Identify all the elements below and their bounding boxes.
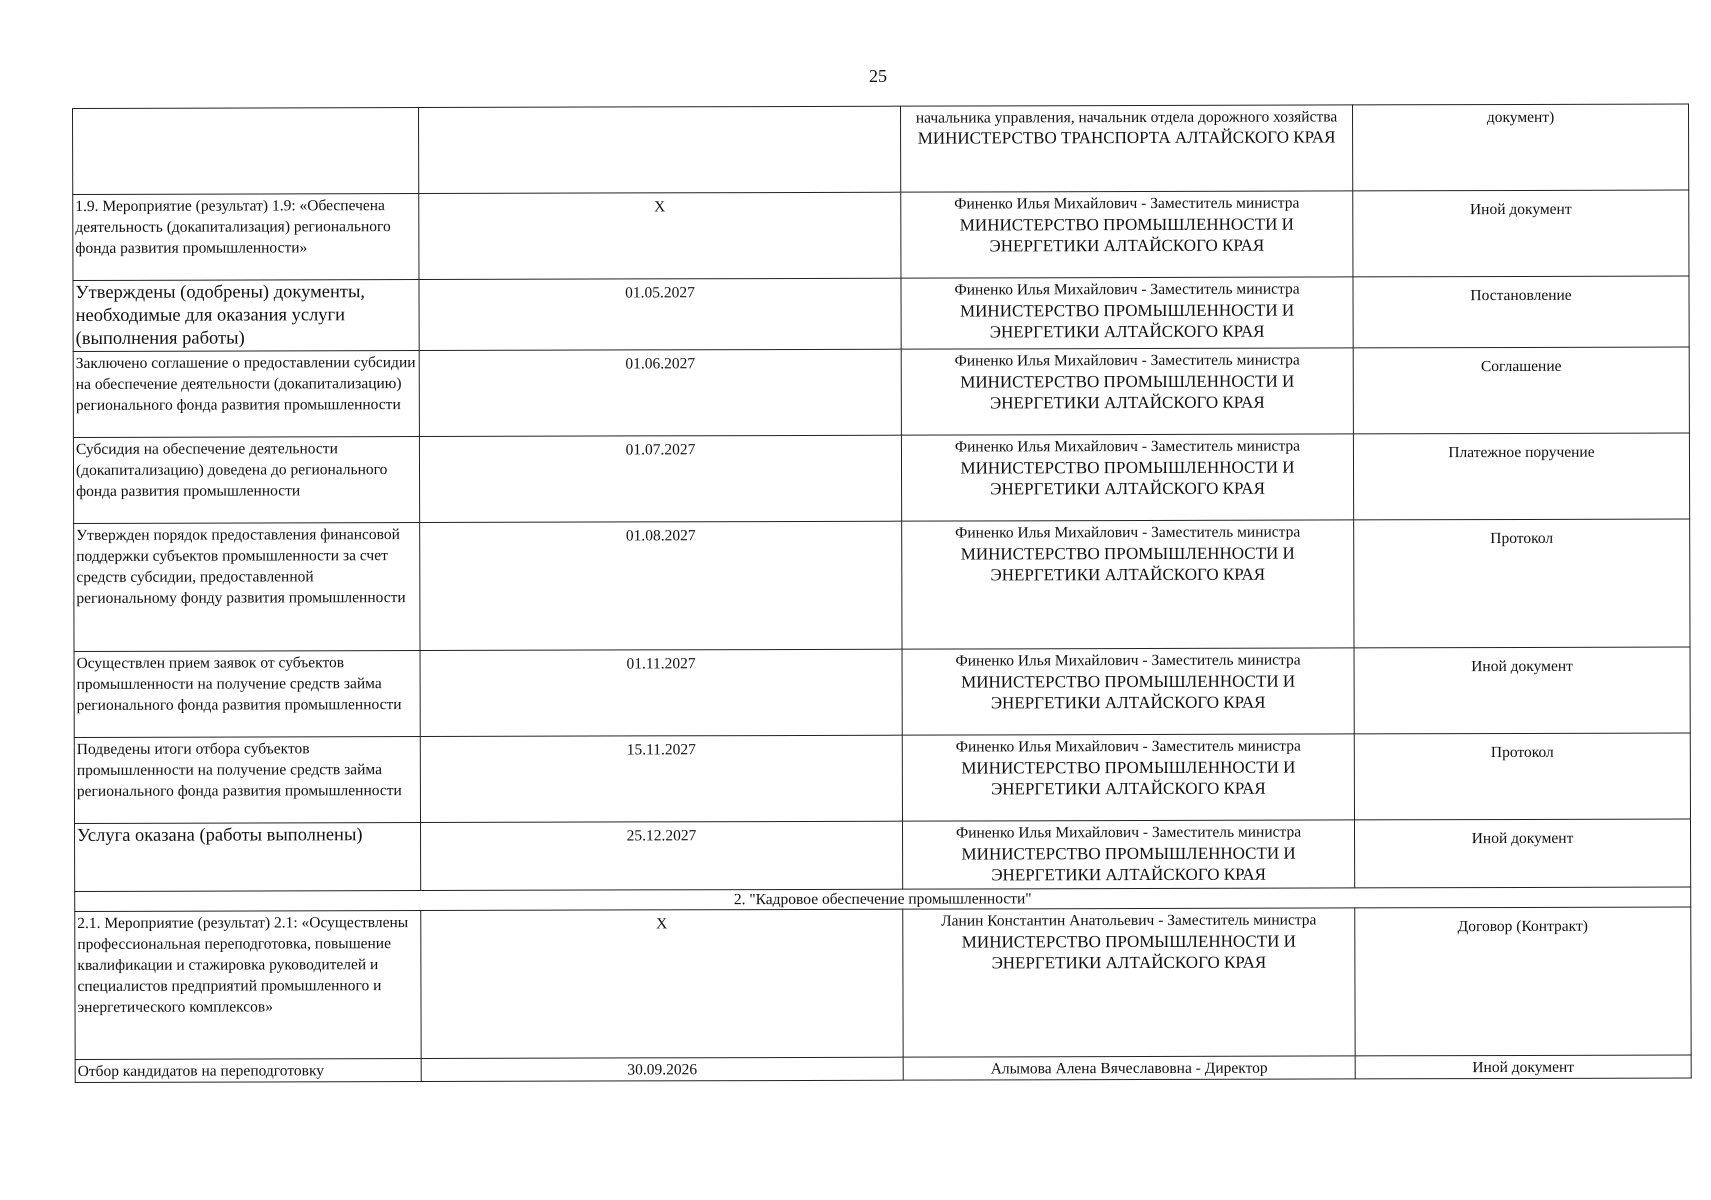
- cell-document-type: Иной документ: [1354, 647, 1690, 734]
- responsible-position: Финенко Илья Михайлович - Заместитель министра: [954, 194, 1300, 213]
- cell-responsible: [901, 348, 1353, 435]
- table-row: [73, 347, 1689, 438]
- cell-measure: Субсидия на обеспечение деятельности (докапитализацию) доведена до регионального фонда развития промышленности: [73, 437, 419, 524]
- cell-measure: [73, 108, 419, 195]
- cell-date: 01.06.2027: [419, 349, 901, 436]
- cell-document-type: Соглашение: [1353, 347, 1689, 434]
- table-row: [74, 733, 1690, 824]
- cell-responsible: [900, 105, 1352, 192]
- cell-responsible: [903, 1056, 1355, 1080]
- responsible-position: Финенко Илья Михайлович - Заместитель министра: [954, 280, 1300, 299]
- cell-date: 01.07.2027: [419, 435, 901, 522]
- cell-date: 01.11.2027: [420, 649, 902, 736]
- cell-document-type: Постановление: [1353, 276, 1689, 348]
- cell-responsible: [901, 434, 1353, 521]
- responsible-position: начальника управления, начальник отдела дорожного хозяйства: [915, 108, 1338, 127]
- cell-measure: Подведены итоги отбора субъектов промышленности на получение средств займа регионального фонда развития промышленности: [74, 737, 420, 824]
- responsible-organization: МИНИСТЕРСТВО ПРОМЫШЛЕННОСТИ И ЭНЕРГЕТИКИ АЛТАЙСКОГО КРАЯ: [960, 371, 1295, 413]
- cell-responsible: [901, 191, 1353, 278]
- cell-document-type: Договор (Контракт): [1355, 907, 1691, 1056]
- responsible-position: Ланин Константин Анатольевич - Заместитель министра: [941, 911, 1317, 930]
- responsible-organization: МИНИСТЕРСТВО ТРАНСПОРТА АЛТАЙСКОГО КРАЯ: [917, 127, 1336, 148]
- table-row: [75, 907, 1691, 1060]
- table-row-continuation: [73, 104, 1689, 195]
- cell-measure: Осуществлен прием заявок от субъектов промышленности на получение средств займа регионального фонда развития промышленности: [74, 651, 420, 738]
- cell-responsible: [902, 820, 1354, 889]
- cell-date: 15.11.2027: [420, 735, 902, 822]
- cell-date: 01.05.2027: [419, 278, 901, 350]
- cell-responsible: [902, 648, 1354, 735]
- cell-document-type: Иной документ: [1354, 819, 1690, 888]
- cell-date: 25.12.2027: [420, 821, 902, 890]
- table-row: [74, 819, 1690, 892]
- cell-date: X: [421, 909, 903, 1058]
- responsible-position: Алымова Алена Вячеславовна - Директор: [990, 1059, 1268, 1078]
- cell-responsible: [903, 908, 1355, 1057]
- table-row: [73, 276, 1689, 352]
- cell-measure: Услуга оказана (работы выполнены): [74, 823, 420, 892]
- responsible-organization: МИНИСТЕРСТВО ПРОМЫШЛЕННОСТИ И ЭНЕРГЕТИКИ АЛТАЙСКОГО КРАЯ: [961, 671, 1296, 713]
- cell-date: [419, 106, 901, 193]
- cell-measure: Утверждены (одобрены) документы, необходимые для оказания услуги (выполнения работы): [73, 280, 419, 352]
- responsible-position: Финенко Илья Михайлович - Заместитель министра: [955, 737, 1301, 756]
- measures-table: [72, 103, 1692, 1083]
- responsible-position: Финенко Илья Михайлович - Заместитель министра: [954, 437, 1301, 456]
- responsible-position: Финенко Илья Михайлович - Заместитель министра: [955, 823, 1302, 842]
- page-number: 25: [869, 66, 887, 86]
- cell-document-type: Иной документ: [1353, 190, 1689, 277]
- responsible-position: Финенко Илья Михайлович - Заместитель министра: [955, 651, 1301, 670]
- cell-document-type: Иной документ: [1355, 1055, 1691, 1079]
- cell-measure: Заключено соглашение о предоставлении субсидии на обеспечение деятельности (докапитализацию) регионального фонда развития промышленности: [73, 351, 419, 438]
- responsible-position: Финенко Илья Михайлович - Заместитель министра: [955, 523, 1301, 542]
- cell-document-type: документ): [1352, 104, 1688, 191]
- table-row: [74, 647, 1690, 738]
- cell-measure: Отбор кандидатов на переподготовку: [75, 1059, 421, 1083]
- cell-responsible: [902, 520, 1354, 649]
- table-row: [73, 433, 1689, 524]
- cell-measure: Утвержден порядок предоставления финансовой поддержки субъектов промышленности за счет средств субсидии, предоставленной региональному фонду развития промышленности: [74, 523, 420, 652]
- cell-measure: 2.1. Мероприятие (результат) 2.1: «Осуществлены профессиональная переподготовка, повышение квалификации и стажировка руководителей и специалистов предприятий промышленного и энергетического комплексов»: [75, 911, 421, 1060]
- responsible-organization: МИНИСТЕРСТВО ПРОМЫШЛЕННОСТИ И ЭНЕРГЕТИКИ АЛТАЙСКОГО КРАЯ: [961, 931, 1296, 973]
- cell-date: 30.09.2026: [421, 1057, 903, 1081]
- table-row: [74, 519, 1690, 652]
- responsible-organization: МИНИСТЕРСТВО ПРОМЫШЛЕННОСТИ И ЭНЕРГЕТИКИ АЛТАЙСКОГО КРАЯ: [959, 300, 1295, 342]
- cell-document-type: Протокол: [1354, 733, 1690, 820]
- responsible-organization: МИНИСТЕРСТВО ПРОМЫШЛЕННОСТИ И ЭНЕРГЕТИКИ АЛТАЙСКОГО КРАЯ: [960, 543, 1295, 585]
- cell-document-type: Протокол: [1354, 519, 1690, 648]
- cell-date: X: [419, 192, 901, 279]
- responsible-organization: МИНИСТЕРСТВО ПРОМЫШЛЕННОСТИ И ЭНЕРГЕТИКИ АЛТАЙСКОГО КРАЯ: [961, 843, 1296, 885]
- table-row: [73, 190, 1689, 281]
- cell-date: 01.08.2027: [420, 521, 902, 650]
- cell-responsible: [902, 734, 1354, 821]
- cell-responsible: [901, 277, 1353, 349]
- cell-measure: 1.9. Мероприятие (результат) 1.9: «Обеспечена деятельность (докапитализация) регионального фонда развития промышленности»: [73, 194, 419, 281]
- responsible-position: Финенко Илья Михайлович - Заместитель министра: [954, 351, 1300, 370]
- responsible-organization: МИНИСТЕРСТВО ПРОМЫШЛЕННОСТИ И ЭНЕРГЕТИКИ АЛТАЙСКОГО КРАЯ: [961, 757, 1296, 799]
- cell-document-type: Платежное поручение: [1353, 433, 1689, 520]
- responsible-organization: МИНИСТЕРСТВО ПРОМЫШЛЕННОСТИ И ЭНЕРГЕТИКИ АЛТАЙСКОГО КРАЯ: [960, 457, 1295, 499]
- table-row: [75, 1055, 1691, 1083]
- section-heading: 2. "Кадровое обеспечение промышленности": [75, 887, 1691, 912]
- responsible-organization: МИНИСТЕРСТВО ПРОМЫШЛЕННОСТИ И ЭНЕРГЕТИКИ АЛТАЙСКОГО КРАЯ: [959, 214, 1294, 256]
